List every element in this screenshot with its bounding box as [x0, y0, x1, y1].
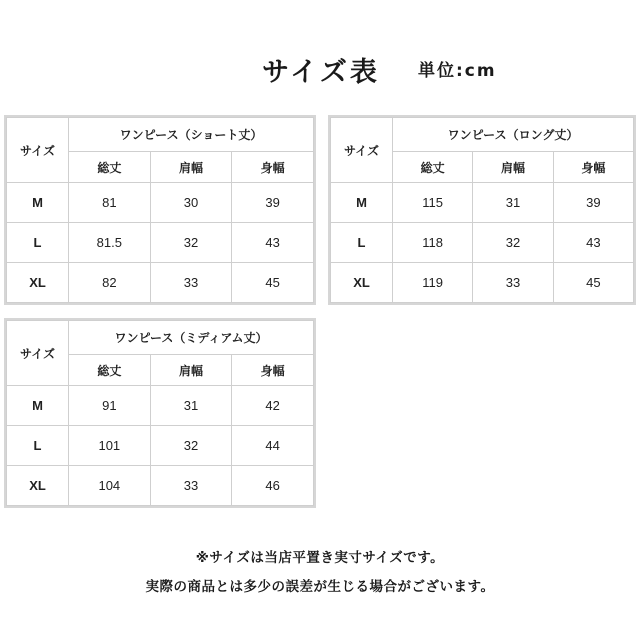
value-cell: 43: [232, 223, 314, 263]
size-label: M: [331, 183, 393, 223]
column-header-width: 身幅: [553, 152, 633, 183]
value-cell: 32: [150, 223, 232, 263]
value-cell: 45: [553, 263, 633, 303]
value-cell: 118: [393, 223, 473, 263]
value-cell: 30: [150, 183, 232, 223]
value-cell: 115: [393, 183, 473, 223]
note-variance: 実際の商品とは多少の誤差が生じる場合がございます。: [145, 579, 495, 595]
size-label: XL: [331, 263, 393, 303]
size-header: サイズ: [7, 321, 69, 386]
page-title: [0, 50, 640, 88]
value-cell: 39: [232, 183, 314, 223]
table-title: ワンピース（ミディアム丈）: [69, 321, 314, 355]
size-label: L: [7, 426, 69, 466]
size-label: XL: [7, 263, 69, 303]
value-cell: 33: [150, 466, 232, 506]
table-row: [331, 263, 634, 303]
value-cell: 31: [473, 183, 553, 223]
table-row: [331, 183, 634, 223]
value-cell: 45: [232, 263, 314, 303]
table-row: [7, 183, 314, 223]
table-row: [7, 263, 314, 303]
table-row: [7, 223, 314, 263]
table-title: ワンピース（ロング丈）: [393, 118, 634, 152]
value-cell: 33: [473, 263, 553, 303]
value-cell: 81.5: [69, 223, 151, 263]
size-label: XL: [7, 466, 69, 506]
value-cell: 42: [232, 386, 314, 426]
column-header-length: 総丈: [69, 152, 151, 183]
column-header-width: 身幅: [232, 355, 314, 386]
column-header-shoulder: 肩幅: [150, 152, 232, 183]
value-cell: 82: [69, 263, 151, 303]
table-row: [7, 426, 314, 466]
size-label: L: [7, 223, 69, 263]
size-table-long: [330, 117, 634, 303]
size-header: サイズ: [331, 118, 393, 183]
value-cell: 33: [150, 263, 232, 303]
value-cell: 119: [393, 263, 473, 303]
size-label: M: [7, 386, 69, 426]
column-header-width: 身幅: [232, 152, 314, 183]
title-main: サイズ表: [262, 57, 380, 88]
value-cell: 31: [150, 386, 232, 426]
column-header-length: 総丈: [393, 152, 473, 183]
value-cell: 101: [69, 426, 151, 466]
value-cell: 43: [553, 223, 633, 263]
size-header: サイズ: [7, 118, 69, 183]
column-header-length: 総丈: [69, 355, 151, 386]
value-cell: 32: [473, 223, 553, 263]
size-table-short: [6, 117, 314, 303]
title-unit: 単位:cm: [418, 61, 497, 81]
value-cell: 32: [150, 426, 232, 466]
size-label: M: [7, 183, 69, 223]
value-cell: 81: [69, 183, 151, 223]
table-title: ワンピース（ショート丈）: [69, 118, 314, 152]
column-header-shoulder: 肩幅: [473, 152, 553, 183]
value-cell: 44: [232, 426, 314, 466]
value-cell: 104: [69, 466, 151, 506]
table-row: [7, 386, 314, 426]
table-row: [331, 223, 634, 263]
value-cell: 91: [69, 386, 151, 426]
note-measurement: ※サイズは当店平置き実寸サイズです。: [195, 550, 445, 566]
size-label: L: [331, 223, 393, 263]
column-header-shoulder: 肩幅: [150, 355, 232, 386]
size-table-medium: [6, 320, 314, 506]
value-cell: 46: [232, 466, 314, 506]
table-row: [7, 466, 314, 506]
value-cell: 39: [553, 183, 633, 223]
